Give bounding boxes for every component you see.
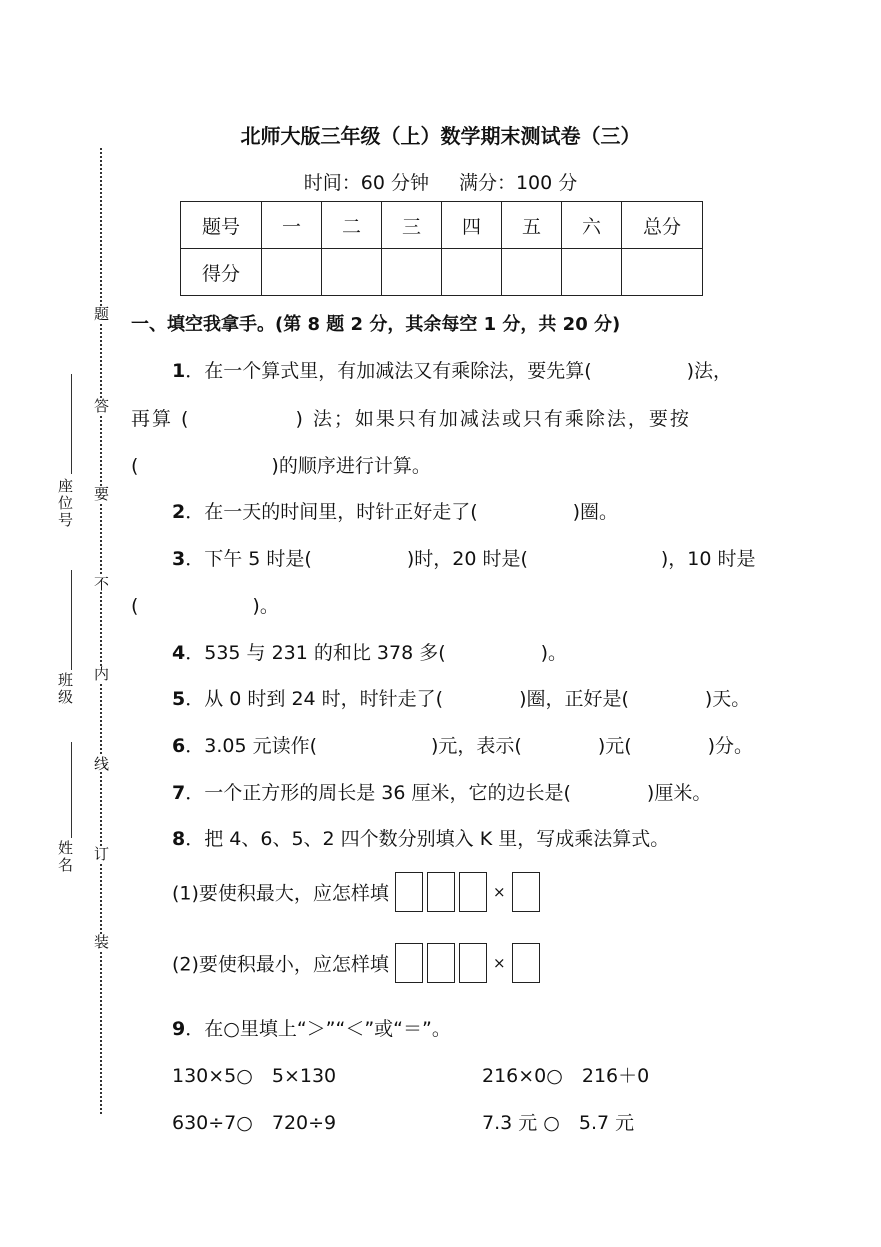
question-number: 9 bbox=[172, 1018, 186, 1040]
question-text: ．在一天的时间里，时针正好走了( )圈。 bbox=[185, 501, 619, 523]
class-line bbox=[71, 570, 72, 670]
name-label: 姓名 bbox=[56, 840, 74, 874]
binding-dotted-line bbox=[100, 148, 102, 1114]
score-cell[interactable] bbox=[502, 249, 562, 296]
exam-full-score: 满分：100 分 bbox=[458, 172, 578, 194]
score-cell[interactable] bbox=[562, 249, 622, 296]
score-cell[interactable] bbox=[382, 249, 442, 296]
score-header-cell: 一 bbox=[262, 202, 322, 249]
score-header-cell: 总分 bbox=[622, 202, 703, 249]
question-text: ．下午 5 时是( )时，20 时是( )，10 时是 bbox=[185, 548, 756, 570]
name-line bbox=[71, 742, 72, 838]
compare-item: 216×0○ 216＋0 bbox=[482, 1065, 650, 1087]
question-8-part-2 bbox=[172, 943, 544, 983]
question-text: ．从 0 时到 24 时，时针走了( )圈，正好是( )天。 bbox=[185, 688, 751, 710]
score-table bbox=[180, 201, 703, 296]
question-8-part-1 bbox=[172, 872, 544, 912]
score-header-cell: 五 bbox=[502, 202, 562, 249]
seat-number-line bbox=[71, 374, 72, 474]
question-3-line-2: ( )。 bbox=[131, 595, 279, 617]
question-6 bbox=[172, 731, 753, 758]
score-header-cell: 题号 bbox=[181, 202, 262, 249]
question-number: 8 bbox=[172, 828, 186, 850]
answer-box[interactable] bbox=[395, 943, 423, 983]
exam-meta bbox=[0, 168, 881, 195]
question-text: ．535 与 231 的和比 378 多( )。 bbox=[185, 642, 568, 664]
question-text: ．3.05 元读作( )元，表示( )元( )分。 bbox=[185, 735, 754, 757]
multiply-sign: × bbox=[492, 883, 506, 901]
answer-box[interactable] bbox=[427, 943, 455, 983]
binding-char: 内 bbox=[94, 665, 110, 683]
compare-item: 7.3 元 ○ 5.7 元 bbox=[482, 1112, 635, 1134]
question-1-line-2: 再算 ( ) 法；如果只有加减法或只有乘除法，要按 bbox=[131, 408, 691, 430]
question-number: 3 bbox=[172, 548, 186, 570]
question-1-line-3: ( )的顺序进行计算。 bbox=[131, 455, 431, 477]
question-8-part-2-text: (2)要使积最小，应怎样填 bbox=[172, 953, 389, 976]
question-1-line-1 bbox=[172, 356, 732, 383]
question-5 bbox=[172, 684, 750, 711]
score-header-cell: 六 bbox=[562, 202, 622, 249]
score-table-score-row bbox=[181, 249, 703, 296]
question-number: 5 bbox=[172, 688, 186, 710]
section-heading: 一、填空我拿手。(第 8 题 2 分，其余每空 1 分，共 20 分) bbox=[131, 314, 621, 335]
question-7 bbox=[172, 778, 711, 805]
binding-char: 线 bbox=[94, 755, 110, 773]
answer-box[interactable] bbox=[427, 872, 455, 912]
score-header-cell: 二 bbox=[322, 202, 382, 249]
compare-item: 130×5○ 5×130 bbox=[172, 1065, 337, 1087]
page-title: 北师大版三年级（上）数学期末测试卷（三） bbox=[240, 124, 641, 148]
question-text: ．在一个算式里，有加减法又有乘除法，要先算( )法， bbox=[185, 360, 733, 382]
answer-box[interactable] bbox=[512, 943, 540, 983]
question-number: 7 bbox=[172, 782, 186, 804]
seat-number-label: 座位号 bbox=[56, 478, 74, 529]
question-text: ．把 4、6、5、2 四个数分别填入 K 里，写成乘法算式。 bbox=[185, 828, 670, 850]
score-header-cell: 三 bbox=[382, 202, 442, 249]
answer-box[interactable] bbox=[512, 872, 540, 912]
exam-time: 时间：60 分钟 bbox=[303, 172, 429, 194]
score-row-label: 得分 bbox=[181, 249, 262, 296]
binding-char: 题 bbox=[94, 305, 110, 323]
binding-char: 要 bbox=[94, 485, 110, 503]
binding-char: 答 bbox=[94, 397, 110, 415]
question-number: 4 bbox=[172, 642, 186, 664]
question-8 bbox=[172, 824, 669, 851]
question-8-part-1-text: (1)要使积最大，应怎样填 bbox=[172, 882, 389, 905]
compare-item: 630÷7○ 720÷9 bbox=[172, 1112, 337, 1134]
question-text: ．一个正方形的周长是 36 厘米，它的边长是( )厘米。 bbox=[185, 782, 712, 804]
question-number: 1 bbox=[172, 360, 186, 382]
binding-char: 不 bbox=[94, 575, 110, 593]
question-text: ．在○里填上“＞”“＜”或“＝”。 bbox=[185, 1018, 451, 1040]
score-cell[interactable] bbox=[322, 249, 382, 296]
question-3-line-1 bbox=[172, 544, 756, 571]
question-4 bbox=[172, 638, 567, 665]
score-cell[interactable] bbox=[622, 249, 703, 296]
answer-box[interactable] bbox=[459, 872, 487, 912]
answer-box[interactable] bbox=[395, 872, 423, 912]
binding-char: 装 bbox=[94, 933, 110, 951]
score-cell[interactable] bbox=[442, 249, 502, 296]
multiply-sign: × bbox=[492, 954, 506, 972]
binding-char: 订 bbox=[94, 845, 110, 863]
score-table-header-row bbox=[181, 202, 703, 249]
answer-box[interactable] bbox=[459, 943, 487, 983]
question-number: 6 bbox=[172, 735, 186, 757]
score-cell[interactable] bbox=[262, 249, 322, 296]
question-2 bbox=[172, 497, 618, 524]
class-label: 班级 bbox=[56, 672, 74, 706]
question-number: 2 bbox=[172, 501, 186, 523]
question-9 bbox=[172, 1014, 451, 1041]
score-header-cell: 四 bbox=[442, 202, 502, 249]
